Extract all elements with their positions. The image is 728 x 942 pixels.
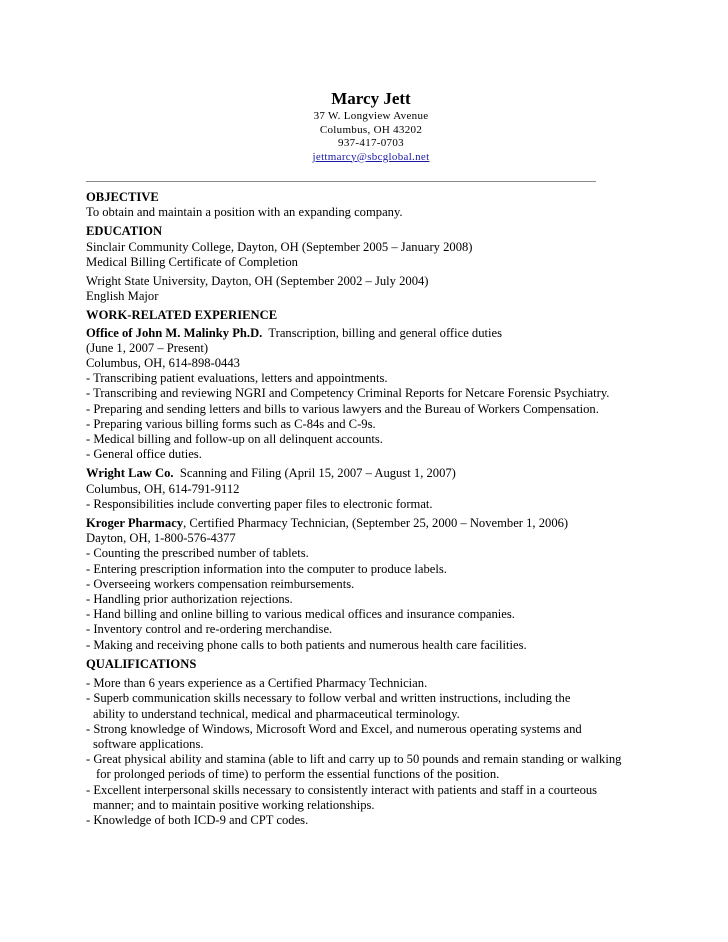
- job-1-location: Columbus, OH, 614-898-0443: [86, 356, 240, 371]
- city-line: Columbus, OH 43202: [319, 123, 423, 136]
- experience-heading: WORK-RELATED EXPERIENCE: [86, 308, 278, 323]
- job-3-location: Dayton, OH, 1-800-576-4377: [86, 531, 236, 546]
- qualification-item-continued: for prolonged periods of time) to perform the essential functions of the position.: [96, 767, 500, 782]
- education-entry-2-school: Wright State University, Dayton, OH (September 2002 – July 2004): [86, 274, 429, 289]
- education-heading: EDUCATION: [86, 224, 163, 239]
- objective-text: To obtain and maintain a position with an expanding company.: [86, 205, 403, 220]
- job-2-duty: - Responsibilities include converting paper files to electronic format.: [86, 496, 433, 511]
- job-1-duty: - Transcribing patient evaluations, letters and appointments.: [86, 371, 388, 386]
- qualification-item: - Excellent interpersonal skills necessary to consistently interact with patients and staff in a courteous: [86, 782, 598, 797]
- header-divider: [86, 181, 596, 182]
- job-3-duty: - Entering prescription information into the computer to produce labels.: [86, 561, 447, 576]
- qualification-item-continued: software applications.: [93, 736, 204, 751]
- education-entry-1-school: Sinclair Community College, Dayton, OH (September 2005 – January 2008): [86, 239, 473, 254]
- job-3-duty: - Counting the prescribed number of tablets.: [86, 546, 309, 561]
- job-1-title-line: [86, 326, 686, 341]
- qualification-item: - Great physical ability and stamina (able to lift and carry up to 50 pounds and remain standing or walking: [86, 752, 622, 767]
- job-1-duty: - Transcribing and reviewing NGRI and Competency Criminal Reports for Netcare Forensic Psychiatry.: [86, 386, 610, 401]
- job-3-title: , Certified Pharmacy Technician, (September 25, 2000 – November 1, 2006): [183, 516, 569, 531]
- objective-heading: OBJECTIVE: [86, 190, 159, 204]
- job-2-title: Scanning and Filing (April 15, 2007 – August 1, 2007): [173, 466, 456, 481]
- resume-header: [86, 88, 644, 164]
- job-3-duty: - Overseeing workers compensation reimbursements.: [86, 576, 355, 591]
- email-link[interactable]: jettmarcy@sbcglobal.net: [312, 150, 430, 163]
- education-entry-2-detail: English Major: [86, 289, 159, 304]
- job-1-employer: Office of John M. Malinky Ph.D.: [86, 325, 263, 340]
- qualification-item: - Knowledge of both ICD-9 and CPT codes.: [86, 812, 309, 827]
- qualification-item-continued: ability to understand technical, medical and pharmaceutical terminology.: [93, 706, 460, 721]
- job-1-duty: - Preparing various billing forms such as C-84s and C-9s.: [86, 416, 376, 431]
- job-1-duty: - Preparing and sending letters and bills to various lawyers and the Bureau of Workers Compensation.: [86, 401, 599, 416]
- job-1-title: Transcription, billing and general office duties: [262, 325, 503, 340]
- phone-line: 937-417-0703: [338, 137, 404, 149]
- qualification-item: - Strong knowledge of Windows, Microsoft Word and Excel, and numerous operating systems and: [86, 721, 582, 736]
- job-3-duty: - Hand billing and online billing to various medical offices and insurance companies.: [86, 607, 515, 622]
- job-2-employer: Wright Law Co.: [86, 466, 174, 481]
- job-3-employer: Kroger Pharmacy: [86, 516, 184, 531]
- qualifications-heading: QUALIFICATIONS: [86, 656, 197, 671]
- job-3-title-line: [86, 516, 686, 531]
- resume-body: [86, 190, 686, 828]
- job-3-duty: - Handling prior authorization rejections.: [86, 592, 293, 607]
- job-2-title-line: [86, 466, 686, 481]
- job-1-dates: (June 1, 2007 – Present): [86, 340, 209, 355]
- qualification-item-continued: manner; and to maintain positive working relationships.: [93, 797, 375, 812]
- job-2-location: Columbus, OH, 614-791-9112: [86, 481, 240, 496]
- job-3-duty: - Inventory control and re-ordering merchandise.: [86, 622, 333, 637]
- job-1-duty: - General office duties.: [86, 447, 202, 462]
- qualification-item: - Superb communication skills necessary to follow verbal and written instructions, including the: [86, 691, 571, 706]
- job-1-duty: - Medical billing and follow-up on all delinquent accounts.: [86, 432, 383, 447]
- qualification-item: - More than 6 years experience as a Certified Pharmacy Technician.: [86, 676, 428, 691]
- applicant-name: Marcy Jett: [331, 89, 411, 108]
- address-line: 37 W. Longview Avenue: [313, 110, 429, 122]
- education-entry-1-detail: Medical Billing Certificate of Completion: [86, 254, 298, 269]
- job-3-duty: - Making and receiving phone calls to both patients and numerous health care facilities.: [86, 637, 527, 652]
